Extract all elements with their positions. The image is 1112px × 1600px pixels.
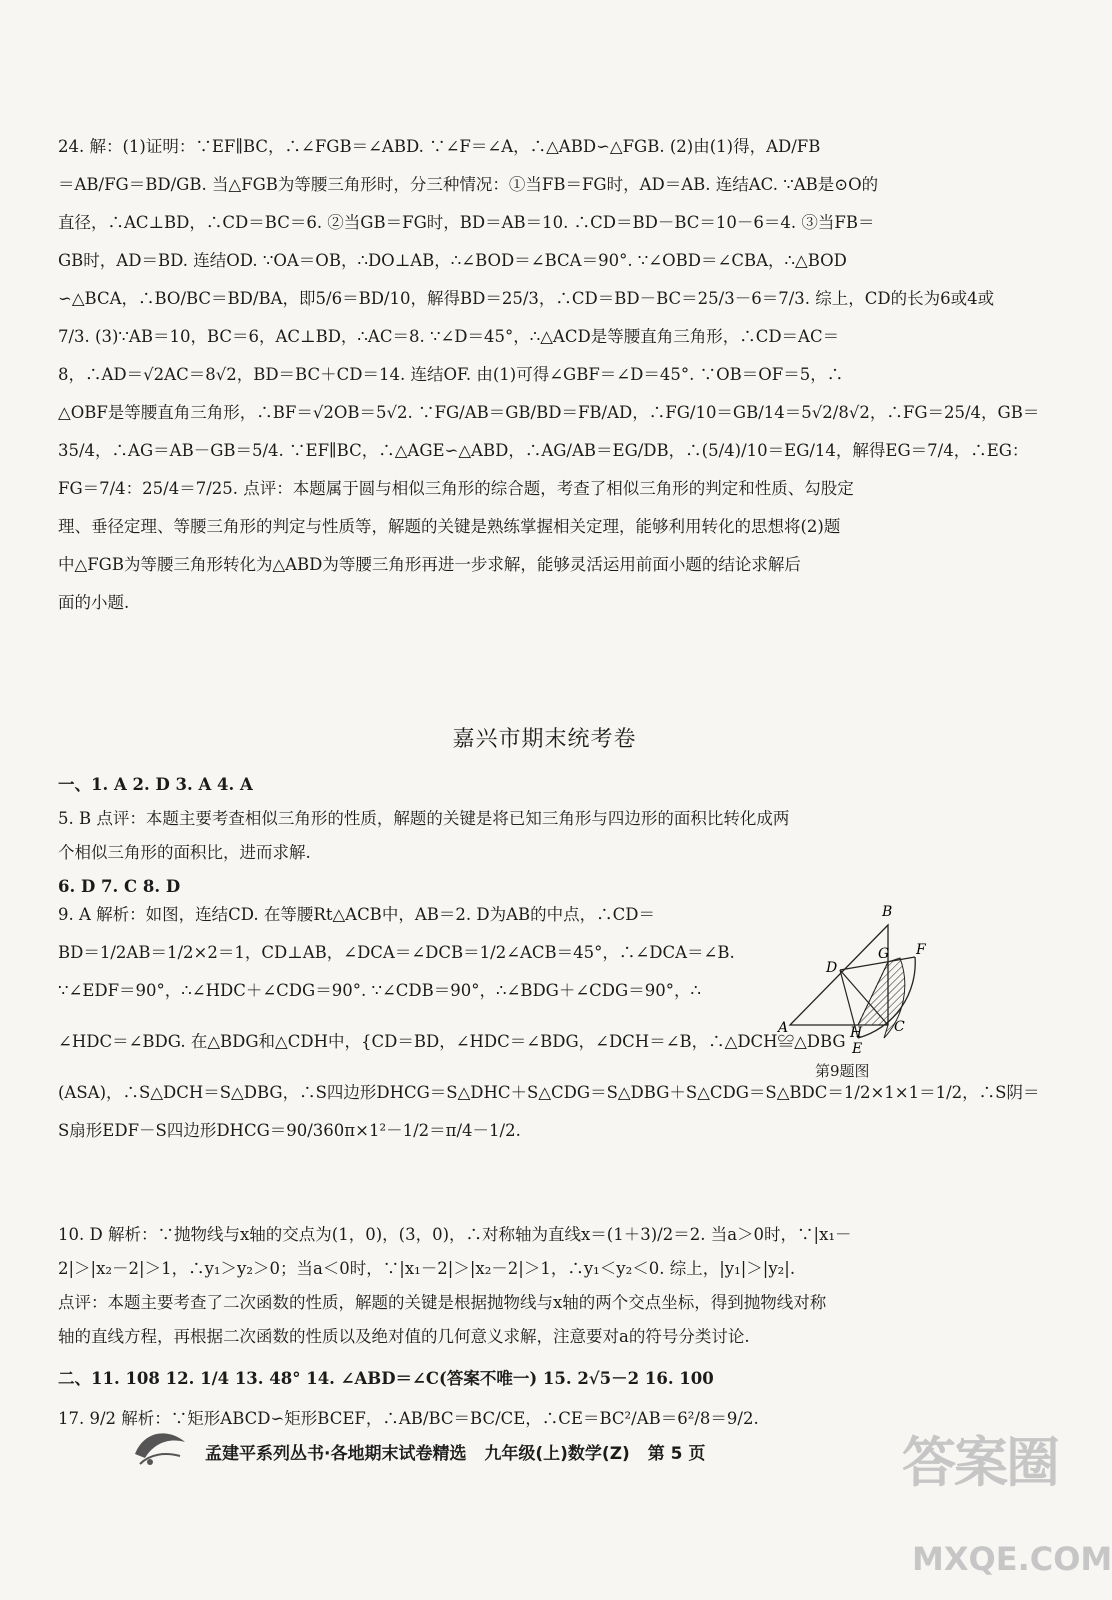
figure-label: B	[882, 904, 893, 920]
series-logo-icon	[130, 1424, 190, 1472]
text-line: 35/4，∴AG＝AB－GB＝5/4. ∵EF∥BC，∴△AGE∽△ABD，∴AG/AB＝EG/DB，∴(5/4)/10＝EG/14，解得EG＝7/4，∴EG：	[58, 441, 1029, 460]
text-line: 个相似三角形的面积比，进而求解.	[58, 843, 311, 862]
text-line: 8，∴AD＝√2AC＝8√2，BD＝BC＋CD＝14. 连结OF. 由(1)可得∠GBF＝∠D＝45°. ∵OB＝OF＝5，∴	[58, 365, 844, 384]
text-line: 中△FGB为等腰三角形转化为△ABD为等腰三角形再进一步求解，能够灵活运用前面小题的结论求解后	[58, 555, 801, 574]
text-line: 理、垂径定理、等腰三角形的判定与性质等，解题的关键是熟练掌握相关定理，能够利用转化的思想将(2)题	[58, 517, 841, 536]
text-line: BD＝1/2AB＝1/2×2＝1，CD⊥AB，∠DCA＝∠DCB＝1/2∠ACB＝45°，∴∠DCA＝∠B.	[58, 943, 735, 962]
page-footer	[205, 1434, 985, 1474]
question-9-figure	[770, 900, 940, 1090]
figure-label: D	[826, 960, 838, 976]
text-line: 7/3. (3)∵AB＝10，BC＝6，AC⊥BD，∴AC＝8. ∵∠D＝45°，∴△ACD是等腰直角三角形，∴CD＝AC＝	[58, 327, 840, 346]
text-line: ∽△BCA，∴BO/BC＝BD/BA，即5/6＝BD/10，解得BD＝25/3，∴CD＝BD－BC＝25/3－6＝7/3. 综上，CD的长为6或4或	[58, 289, 995, 308]
text-line: 2|＞|x₂－2|＞1，∴y₁＞y₂＞0；当a＜0时，∵|x₁－2|＞|x₂－2|＞1，∴y₁＜y₂＜0. 综上，|y₁|＞|y₂|.	[58, 1259, 796, 1278]
text-line: 轴的直线方程，再根据二次函数的性质以及绝对值的几何意义求解，注意要对a的符号分类讨论.	[58, 1327, 750, 1346]
text-line: 5. B 点评：本题主要考查相似三角形的性质，解题的关键是将已知三角形与四边形的面积比转化成两	[58, 809, 790, 828]
text-line: (ASA)，∴S△DCH＝S△DBG，∴S四边形DHCG＝S△DHC＋S△CDG＝S△DBG＋S△CDG＝S△BDC＝1/2×1×1＝1/2，∴S阴＝	[58, 1083, 1040, 1102]
text-line: 10. D 解析：∵抛物线与x轴的交点为(1，0)，(3，0)，∴对称轴为直线x＝(1＋3)/2＝2. 当a＞0时，∵|x₁－	[58, 1225, 852, 1244]
series-name: 孟建平系列丛书·各地期末试卷精选	[205, 1444, 467, 1464]
text-line: 9. A 解析：如图，连结CD. 在等腰Rt△ACB中，AB＝2. D为AB的中点，∴CD＝	[58, 905, 655, 924]
exam-title: 嘉兴市期末统考卷	[452, 727, 637, 752]
text-line: S扇形EDF－S四边形DHCG＝90/360π×1²－1/2＝π/4－1/2.	[58, 1121, 521, 1140]
watermark	[902, 1420, 1112, 1590]
figure-label: H	[850, 1025, 863, 1041]
figure-label: A	[778, 1020, 789, 1036]
figure-caption: 第9题图	[815, 1062, 870, 1080]
text-line: 面的小题.	[58, 593, 130, 612]
part-one-answers	[58, 768, 938, 904]
text-line: △OBF是等腰直角三角形，∴BF＝√2OB＝5√2. ∵FG/AB＝GB/BD＝FB/AD，∴FG/10＝GB/14＝5√2/8√2，∴FG＝25/4，GB＝	[58, 403, 1040, 422]
text-line: ∵∠EDF＝90°，∴∠HDC＋∠CDG＝90°. ∵∠CDB＝90°，∴∠BDG＋∠CDG＝90°，∴	[58, 981, 701, 1000]
text-line: 直径，∴AC⊥BD，∴CD＝BC＝6. ②当GB＝FG时，BD＝AB＝10. ∴CD＝BD－BC＝10－6＝4. ③当FB＝	[58, 213, 875, 232]
figure-label: G	[878, 946, 890, 962]
text-line: 24. 解：(1)证明：∵EF∥BC，∴∠FGB＝∠ABD. ∵∠F＝∠A，∴△ABD∽△FGB. (2)由(1)得，AD/FB	[58, 137, 821, 156]
geometry-diagram	[770, 900, 940, 1060]
text-line: 17. 9/2 解析：∵矩形ABCD∽矩形BCEF，∴AB/BC＝BC/CE，∴CE＝BC²/AB＝6²/8＝9/2.	[58, 1409, 759, 1428]
text-line: 二、11. 108 12. 1/4 13. 48° 14. ∠ABD＝∠C(答案不唯一) 15. 2√5－2 16. 100	[58, 1369, 714, 1388]
page-number: 第 5 页	[647, 1444, 706, 1464]
text-line: FG＝7/4：25/4＝7/25. 点评：本题属于圆与相似三角形的综合题，考查了相似三角形的判定和性质、勾股定	[58, 479, 854, 498]
grade-subject: 九年级(上)数学(Z)	[484, 1444, 630, 1464]
part-two-answers	[58, 1360, 938, 1398]
text-line: 一、1. A 2. D 3. A 4. A	[58, 775, 253, 794]
text-line: 6. D 7. C 8. D	[58, 877, 181, 896]
figure-label: C	[894, 1019, 905, 1035]
figure-label: F	[916, 942, 926, 958]
text-line: ＝AB/FG＝BD/GB. 当△FGB为等腰三角形时，分三种情况：①当FB＝FG时，AD＝AB. 连结AC. ∵AB是⊙O的	[58, 175, 879, 194]
watermark-url: MXQE.COM	[912, 1540, 1112, 1578]
text-line: ∠HDC＝∠BDG. 在△BDG和△CDH中，{CD＝BD，∠HDC＝∠BDG，∠DCH＝∠B，∴△DCH≌△DBG	[58, 1032, 846, 1051]
question-17-solution	[58, 1400, 938, 1438]
question-10-solution	[58, 1218, 938, 1354]
figure-label: E	[852, 1041, 863, 1057]
text-line: 点评：本题主要考查了二次函数的性质，解题的关键是根据抛物线与x轴的两个交点坐标，得到抛物线对称	[58, 1293, 827, 1312]
text-line: GB时，AD＝BD. 连结OD. ∵OA＝OB，∴DO⊥AB，∴∠BOD＝∠BCA＝90°. ∵∠OBD＝∠CBA，∴△BOD	[58, 251, 847, 270]
question-24-solution	[58, 128, 1040, 622]
watermark-text: 答案圈	[902, 1431, 1058, 1494]
